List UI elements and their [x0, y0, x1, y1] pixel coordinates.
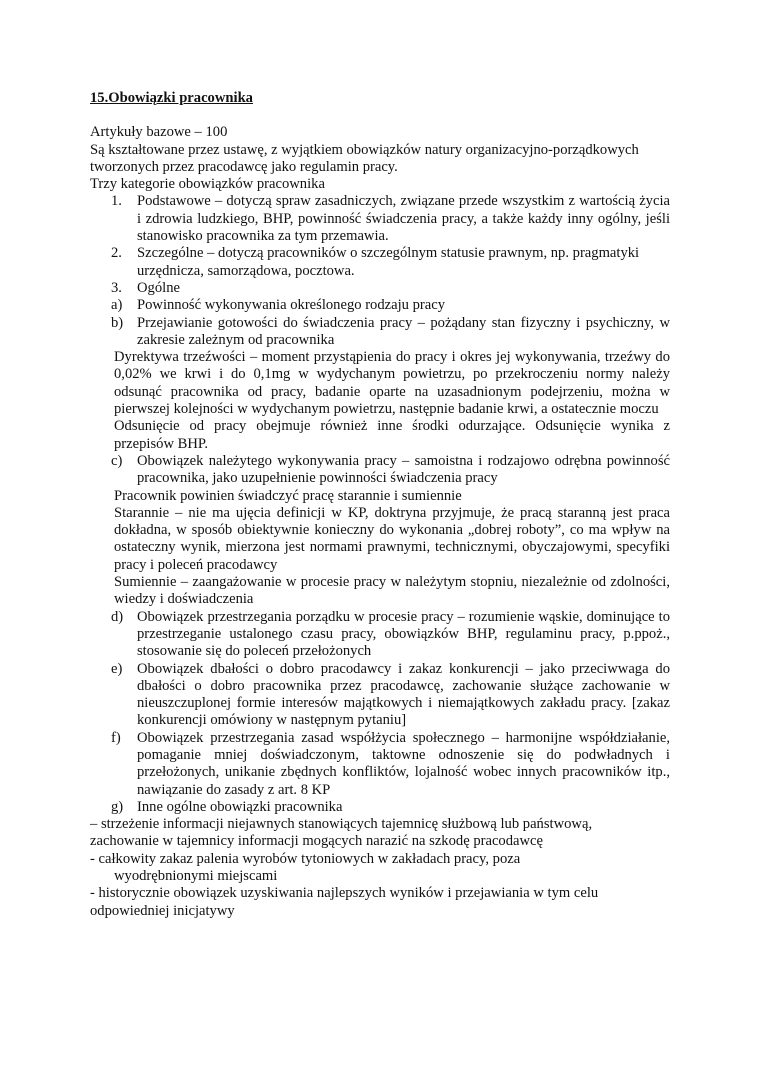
lettered-item	[90, 730, 670, 799]
item-text: Obowiązek przestrzegania zasad współżycia społecznego – harmonijne współdziałanie, pomaganie mniej doświadczonym, taktowne odnoszenie się do podwładnych i przełożonych, unikanie zbędnych konfliktów, lojalność wobec innych pracowników itp., nawiązanie do zasady z art. 8 KP	[137, 729, 670, 798]
item-marker: a)	[111, 297, 123, 314]
item-marker: 1.	[111, 193, 122, 210]
item-text: Powinność wykonywania określonego rodzaju pracy	[137, 297, 446, 314]
page-title: 15.Obowiązki pracownika	[90, 90, 253, 106]
item-text: Ogólne	[137, 279, 180, 296]
lettered-item	[90, 661, 670, 730]
item-marker: f)	[111, 729, 121, 746]
pracownik-paragraph: Pracownik powinien świadczyć pracę starannie i sumiennie	[114, 487, 462, 504]
item-marker: d)	[111, 608, 124, 625]
item-marker: g)	[111, 798, 124, 815]
sumiennie-paragraph: Sumiennie – zaangażowanie w procesie pracy w należytym stopniu, niezależnie od zdolności, wiedzy i doświadczenia	[114, 574, 670, 608]
dash-item	[90, 851, 670, 886]
numbered-item	[90, 193, 670, 245]
item-marker: c)	[111, 452, 123, 469]
dash-text-rest: odpowiedniej inicjatywy	[90, 902, 235, 919]
starannie-paragraph: Starannie – nie ma ujęcia definicji w KP, doktryna przyjmuje, że pracą staranną jest praca dokładna, w sposób obiektywnie konieczny do wykonania „dobrej roboty”, co ma wpływ na ostateczny wynik, mierzona jest normami prawnymi, technicznymi, obyczajowymi, specyfiki pracy i poleceń pracodawcy	[114, 504, 670, 573]
lettered-item	[90, 609, 670, 661]
item-text: Przejawianie gotowości do świadczenia pracy – pożądany stan fizyczny i psychiczny, w zakresie zależnym od pracownika	[137, 314, 670, 348]
lettered-item	[90, 453, 670, 488]
item-text: Szczególne – dotyczą pracowników o szczególnym statusie prawnym, np. pragmatyki urzędnicza, samorządowa, pocztowa.	[137, 245, 640, 279]
numbered-item	[90, 245, 670, 280]
lettered-item	[90, 799, 670, 816]
dash-text-rest: zachowanie w tajemnicy informacji mogących narazić na szkodę pracodawcę	[90, 833, 543, 850]
item-marker: 2.	[111, 245, 122, 262]
dash-text-rest: wyodrębnionymi miejscami	[114, 868, 278, 885]
item-text: Obowiązek dbałości o dobro pracodawcy i zakaz konkurencji – jako przeciwwaga do dbałości o dobro pracownika przez pracodawcę, zachowanie służące zachowanie w nieuszczuplonej formie interesów majątkowych i niemajątkowych zakładu pracy. [zakaz konkurencji omówiony w następnym pytaniu]	[137, 660, 670, 729]
intro-line: Są kształtowane przez ustawę, z wyjątkiem obowiązków natury organizacyjno-porządkowych tworzonych przez pracodawcę jako regulamin pracy.	[90, 141, 639, 175]
item-marker: b)	[111, 314, 124, 331]
item-text: Obowiązek należytego wykonywania pracy – samoistna i rodzajowo odrębna powinność pracownika, jako uzupełnienie powinności świadczenia pracy	[137, 452, 670, 487]
document-page	[90, 0, 670, 920]
intro-line: Artykuły bazowe – 100	[90, 124, 228, 141]
dash-text-first: - całkowity zakaz palenia wyrobów tytoniowych w zakładach pracy, poza	[90, 850, 521, 867]
dash-item	[90, 885, 670, 920]
odsuniecie-paragraph: Odsunięcie od pracy obejmuje również inne środki odurzające. Odsunięcie wynika z przepisów BHP.	[114, 418, 670, 452]
item-marker: 3.	[111, 279, 122, 296]
dash-item	[90, 816, 670, 851]
dash-text-first: - historycznie obowiązek uzyskiwania najlepszych wyników i przejawiania w tym celu	[90, 885, 599, 902]
item-marker: e)	[111, 660, 123, 677]
item-text: Inne ogólne obowiązki pracownika	[137, 798, 343, 815]
numbered-item	[90, 280, 670, 297]
item-text: Podstawowe – dotyczą spraw zasadniczych, związane przede wszystkim z wartością życia i zdrowia ludzkiego, BHP, powinność świadczenia pracy, a także każdy inny ogólny, jeśli stanowisko pracownika za tym przemawia.	[137, 193, 670, 245]
lettered-item	[90, 315, 670, 350]
intro-line: Trzy kategorie obowiązków pracownika	[90, 176, 325, 193]
dash-text-first: – strzeżenie informacji niejawnych stanowiących tajemnicę służbową lub państwową,	[90, 816, 593, 833]
lettered-item	[90, 297, 670, 314]
dyrektywa-paragraph: Dyrektywa trzeźwości – moment przystąpienia do pracy i okres jej wykonywania, trzeźwy do 0,02% we krwi i do 0,1mg w wydychanym powietrzu, po przekroczeniu normy należy odsunąć pracownika od pracy, badanie oparte na uzasadnionym podejrzeniu, można w pierwszej kolejności w wydychanym powietrzu, następnie badanie krwi, a ostatecznie moczu	[114, 349, 670, 418]
item-text: Obowiązek przestrzegania porządku w procesie pracy – rozumienie wąskie, dominujące to przestrzeganie ustalonego czasu pracy, obowiązków BHP, regulaminu pracy, p.ppoż., stosowanie się do poleceń przełożonych	[137, 608, 670, 660]
